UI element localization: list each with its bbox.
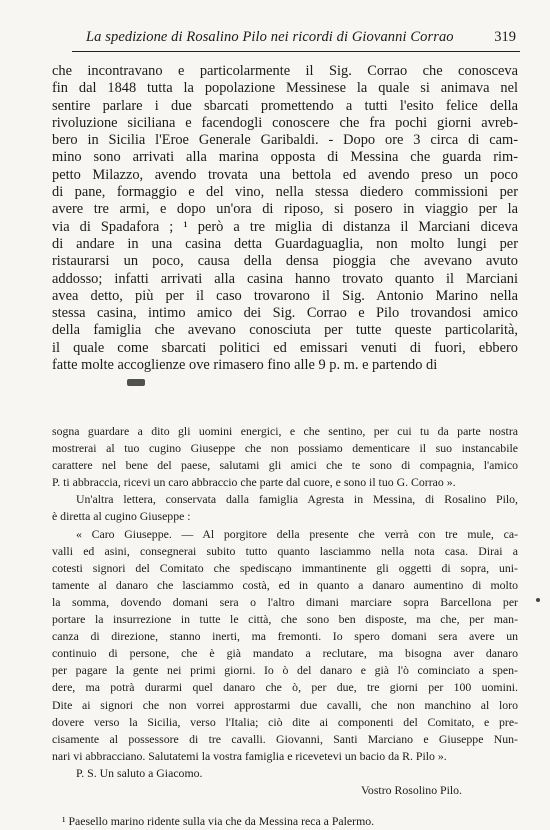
postscript: P. S. Un saluto a Giacomo. — [76, 765, 203, 780]
body-line: ristaurarsi un poco, causa della densa pioggia che avevano avuto — [52, 253, 518, 270]
body-line: petto Milazzo, avendo trovata una bettola ed avendo preso un poco — [52, 166, 518, 183]
body-line: via di Spadafora ; ¹ però a tre miglia di distanza il Marciani diceva — [52, 218, 518, 235]
note-line: mostrerai al tuo cugino Giuseppe che non possiamo dementicare il suo instancabile — [52, 441, 518, 456]
body-line: avea detto, più per il caso trovarono il Sig. Antonio Marino nella — [52, 287, 518, 304]
letter-line: continuio di persone, che è già mandato a reclutare, ma bisogna aver danaro — [52, 646, 518, 661]
signature: Vostro Rosolino Pilo. — [360, 782, 462, 797]
footnote: ¹ Paesello marino ridente sulla via che da Messina reca a Palermo. — [62, 814, 375, 829]
body-line: sentire parlare i due sbarcati promettendo a tutti l'esito felice della — [52, 97, 518, 114]
body-line: di andare in una casina detta Guardaguaglia, non molto lungi per — [52, 235, 518, 252]
body-line: stessa casina, intimo amico dei Sig. Corrao e Pilo trovandosi amico — [52, 305, 518, 322]
body-line: della famiglia che avevano conosciuta per tutte queste particolarità, — [52, 322, 518, 339]
body-line: che incontravano e particolarmente il Sig. Corrao che conosceva — [52, 63, 518, 79]
letter-line: « Caro Giuseppe. — Al porgitore della presente che verrà con tre mule, ca- — [76, 526, 518, 541]
letter-line: la somma, dovendo domani sera o l'altro dimani marciare sopra Barcellona per — [52, 594, 518, 609]
letter-line: portare la insurrezione in tutte le città, che sono ben disposte, ma che, per man- — [52, 612, 518, 627]
letter-line: dovere verso la Sicilia, verso l'Italia; ciò dite ai componenti del Comitato, e pre- — [52, 714, 518, 729]
main-text — [52, 63, 518, 374]
body-line: fin dal 1848 tutta la popolazione Messinese la quale si animava nel — [52, 80, 518, 97]
body-line: addosso; infatti arrivati alla casina hanno trovato quanto il Marciani — [52, 270, 518, 287]
running-header — [72, 29, 520, 52]
note-line: sogna guardare a dito gli uomini energici, e che sentino, per cui tu da parte nostra — [52, 424, 518, 438]
running-title: La spedizione di Rosalino Pilo nei ricordi di Giovanni Corrao — [86, 29, 454, 45]
letter-line: per pagare la gente nei primi giorni. Io ò del danaro e già l'ò cominciato a spen- — [52, 663, 518, 678]
ink-smudge — [127, 379, 145, 386]
body-line: bero in Sicilia l'Eroe Generale Garibaldi. - Dopo ore 3 circa di cam- — [52, 132, 518, 149]
paper-speck — [536, 598, 540, 602]
letter-line: dere, ma potrà durarmi quel danaro che ò, per due, tre giorni per 100 uomini. — [52, 680, 518, 695]
letter-line: nari vi abbracciano. Salutatemi la vostra famiglia e ricevetevi un bacio da R. Pilo ». — [52, 748, 447, 763]
letter-intro-line: Un'altra lettera, conservata dalla famiglia Agresta in Messina, di Rosalino Pilo, — [76, 492, 518, 507]
letter-intro-line: è diretta al cugino Giuseppe : — [52, 509, 191, 524]
note-line: P. ti abbraccia, ricevi un caro abbraccio che parte dal cuore, e sono il tuo G. Corrao ». — [52, 475, 456, 490]
body-line: di pane, formaggio e del vino, nella stessa diedero commissioni per — [52, 184, 518, 201]
letter-line: canza di direzione, stanno inerti, ma fremonti. Io spero domani sera avere un — [52, 629, 518, 644]
body-line: rivoluzione siciliana e facendogli conoscere che fra pochi giorni avreb- — [52, 114, 518, 131]
letter-line: Dite ai signori che non vorrei approstarmi due cavalli, che non manchino al loro — [52, 697, 518, 712]
body-line: fatte molte accoglienze ove rimasero fino alle 9 p. m. e partendo di — [52, 357, 438, 374]
page-number: 319 — [494, 29, 516, 45]
note-line: carattere nel bene del paese, salutami gli amici che te sono di compagnia, l'amico — [52, 458, 518, 473]
body-line: avere tre armi, e dopo un'ora di riposo, si posero in viaggio per la — [52, 201, 518, 218]
letter-line: tamente al danaro che lasciammo costà, ed in quanto a danaro aumentino di molto — [52, 577, 518, 592]
body-line: mino sono arrivati alla marina opposta di Messina che guarda rim- — [52, 149, 518, 166]
letter-line: cisamente al possessore di tre cavalli. Giovanni, Santi Marciano e Giuseppe Nun- — [52, 731, 518, 746]
letter-line: valli ed asini, consegnerai subito tutto quanto lasciammo nella nota casa. Dirai a — [52, 543, 518, 558]
letter-line: cotesti signori del Comitato che spedisca̗no immantinente gli oggetti di sopra, uni- — [52, 560, 518, 575]
notes-section — [52, 423, 518, 830]
body-line: il quale come sbarcati politici ed emissari venuti di fuori, ebbero — [52, 339, 518, 356]
